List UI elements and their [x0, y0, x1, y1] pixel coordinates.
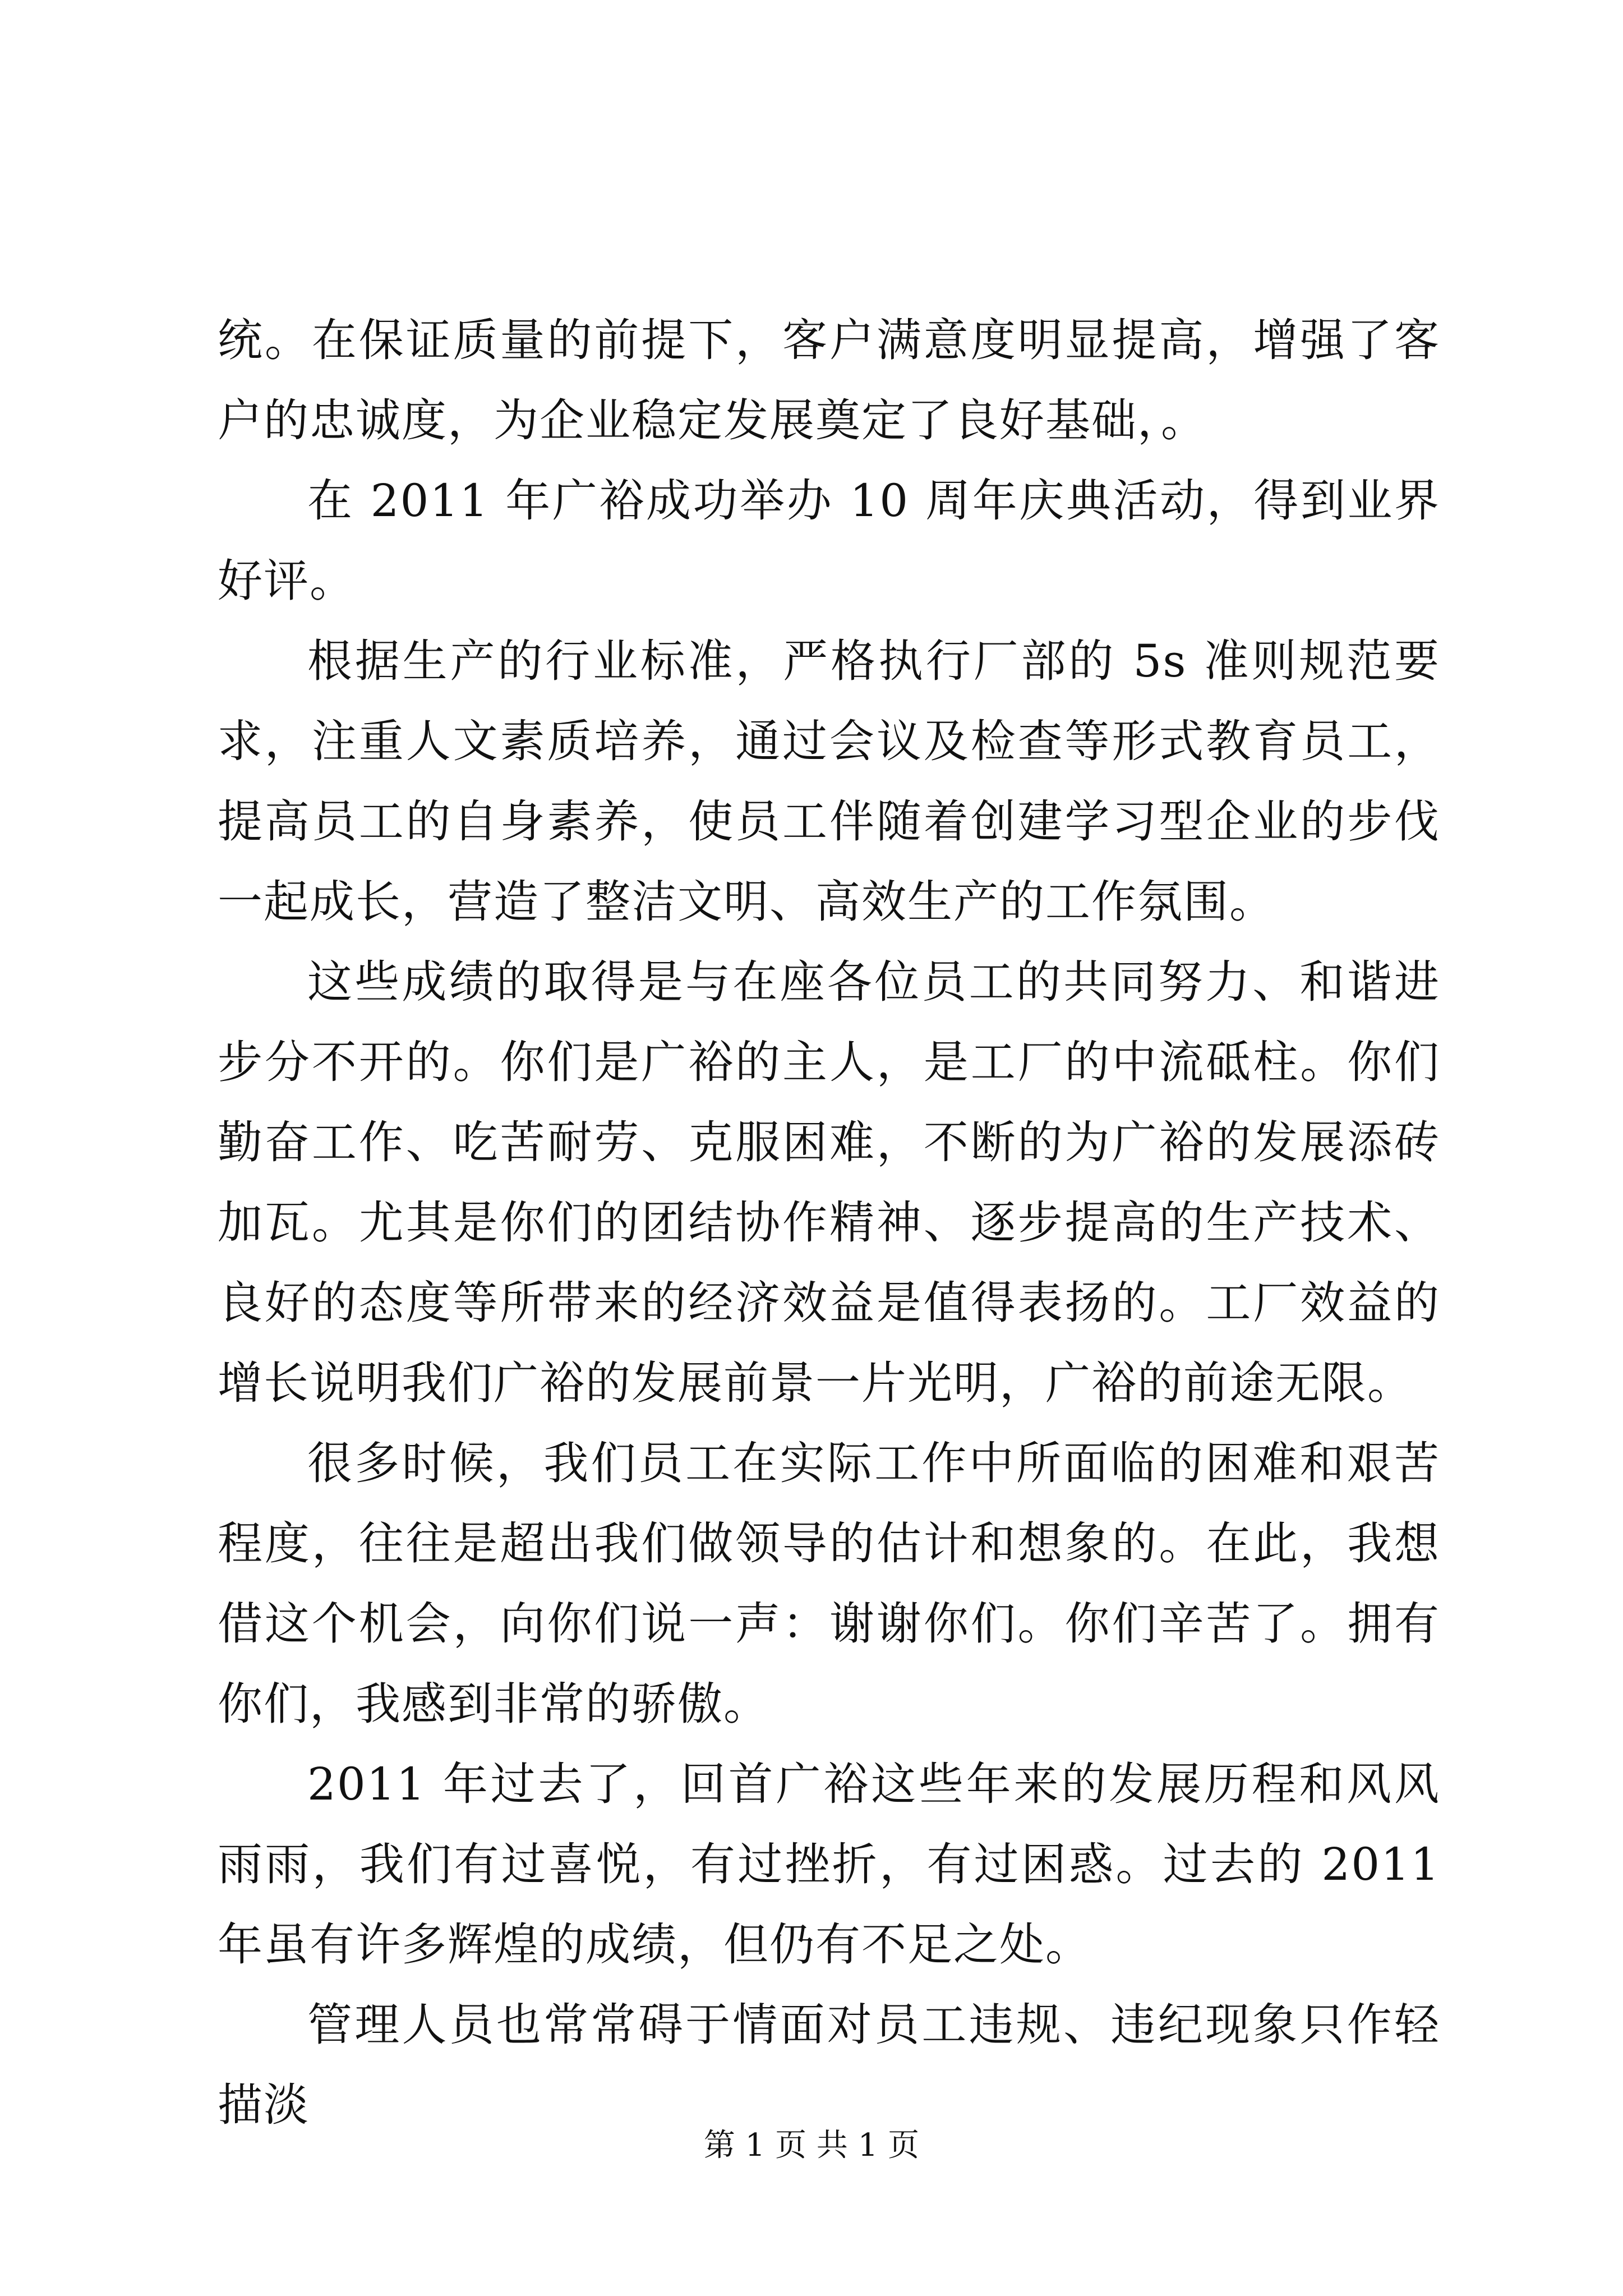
paragraph-3: 根据生产的行业标准，严格执行厂部的 5s 准则规范要求，注重人文素质培养，通过会议及检查等形式教育员工，提高员工的自身素养，使员工伴随着创建学习型企业的步伐一起成长，营造了整洁文明、高效生产的工作氛围。: [218, 635, 1440, 928]
paragraph-2: 在 2011 年广裕成功举办 10 周年庆典活动，得到业界好评。: [218, 475, 1440, 607]
paragraph-1: 统。在保证质量的前提下，客户满意度明显提高，增强了客户的忠诚度，为企业稳定发展奠定了良好基础，。: [218, 314, 1440, 447]
page-number-label: 第 1 页 共 1 页: [703, 2127, 920, 2164]
paragraph-7: 管理人员也常常碍于情面对员工违规、违纪现象只作轻描淡: [218, 1999, 1440, 2131]
paragraph-6: 2011 年过去了，回首广裕这些年来的发展历程和风风雨雨，我们有过喜悦，有过挫折，有过困惑。过去的 2011 年虽有许多辉煌的成绩，但仍有不足之处。: [218, 1758, 1440, 1971]
paragraph-4: 这些成绩的取得是与在座各位员工的共同努力、和谐进步分不开的。你们是广裕的主人，是工厂的中流砥柱。你们勤奋工作、吃苦耐劳、克服困难，不断的为广裕的发展添砖加瓦。尤其是你们的团结协作精神、逐步提高的生产技术、良好的态度等所带来的经济效益是值得表扬的。工厂效益的增长说明我们广裕的发展前景一片光明，广裕的前途无限。: [218, 956, 1440, 1409]
page-footer: [0, 2120, 1623, 2165]
paragraph-5: 很多时候，我们员工在实际工作中所面临的困难和艰苦程度，往往是超出我们做领导的估计和想象的。在此，我想借这个机会，向你们说一声：谢谢你们。你们辛苦了。拥有你们，我感到非常的骄傲。: [218, 1437, 1440, 1730]
document-body: [218, 300, 1440, 2145]
